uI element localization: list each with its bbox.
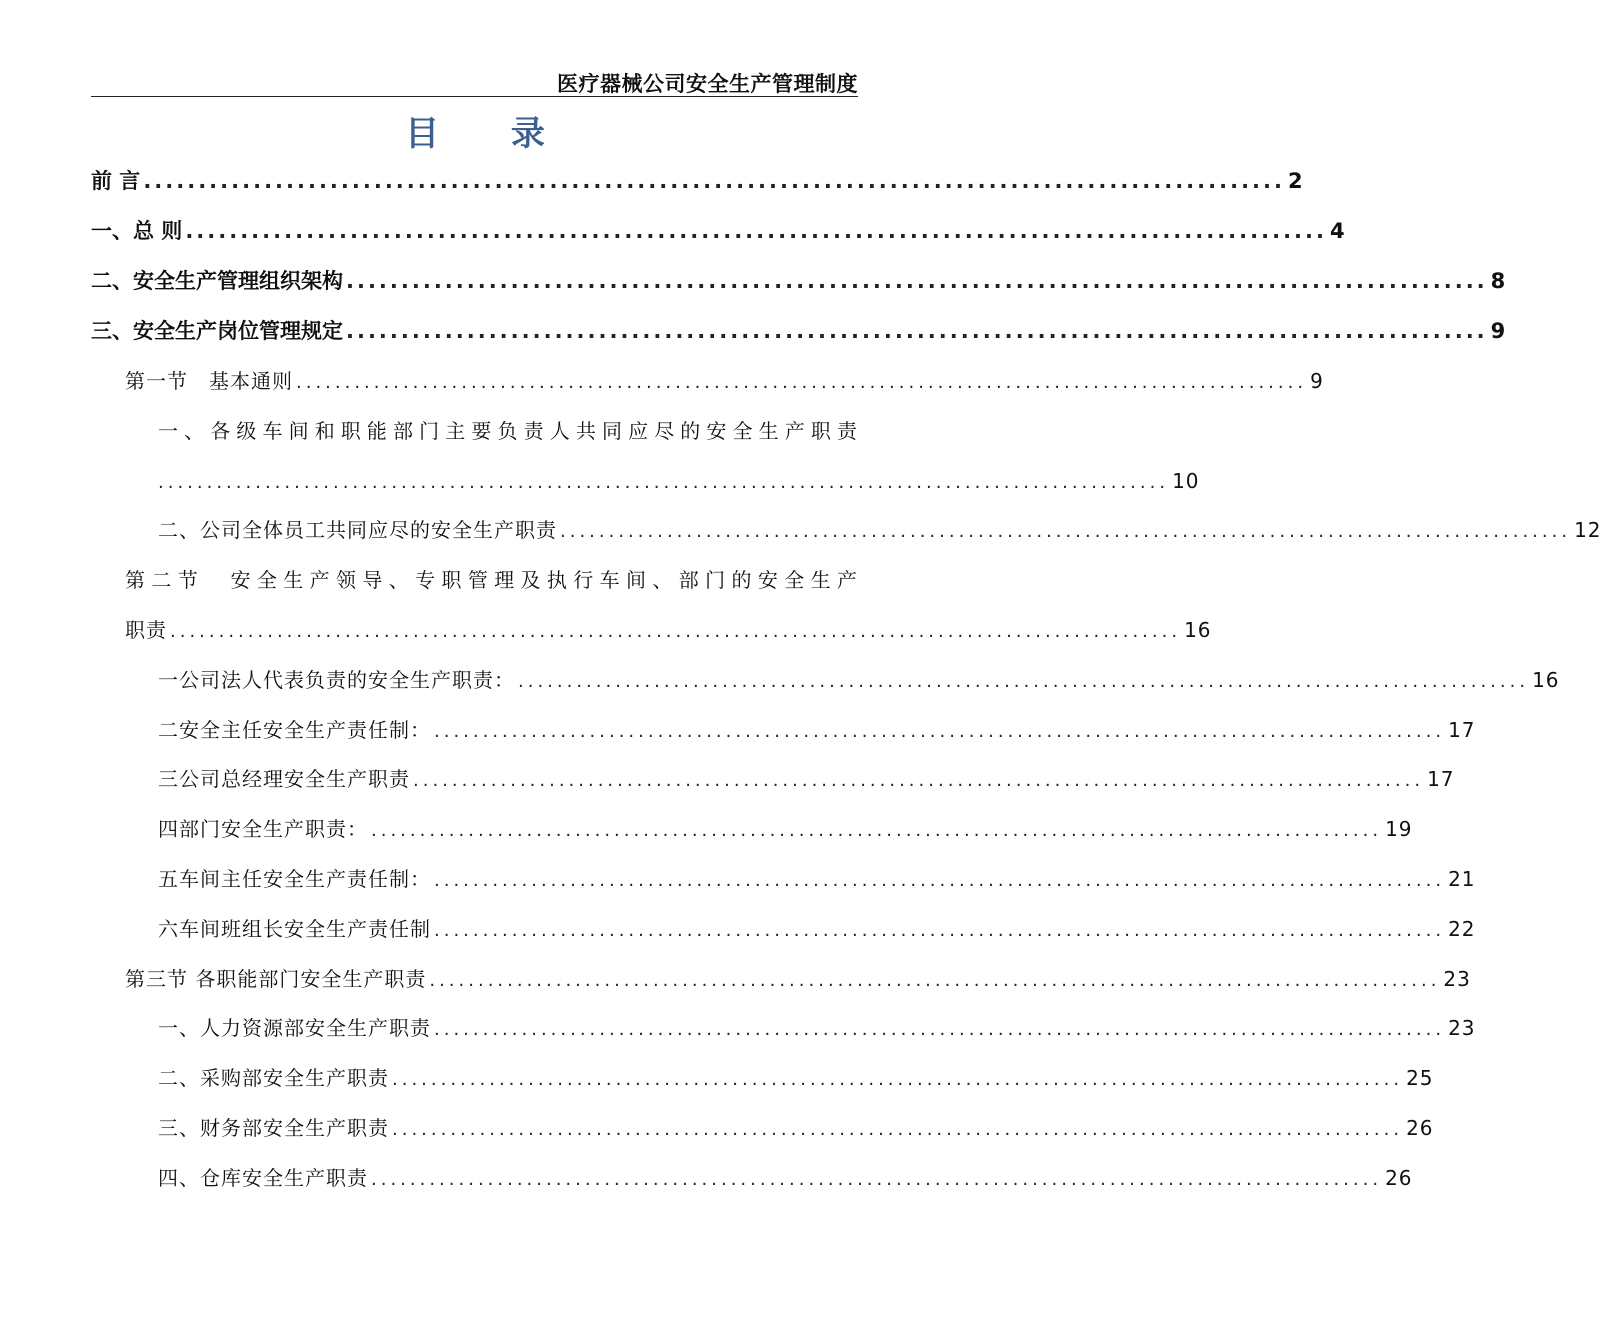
dot-leader: ........................................................................................................ xyxy=(434,1019,1446,1040)
toc-entry-duties-heads-leader[interactable] xyxy=(158,465,1200,497)
toc-entry-section-3[interactable] xyxy=(125,963,1471,995)
toc-entry-page: 4 xyxy=(1329,219,1345,243)
toc-entry-text: 二、采购部安全生产职责 xyxy=(158,1066,389,1090)
dot-leader: ........................................................................................................ xyxy=(170,621,1182,642)
dot-leader: ........................................................................................................ xyxy=(346,319,1488,343)
dot-leader: ........................................................................................................ xyxy=(429,970,1441,991)
toc-entry-text: 四、仓库安全生产职责 xyxy=(158,1166,368,1190)
toc-entry-preface[interactable] xyxy=(91,165,1303,197)
toc-entry-section-1[interactable] xyxy=(125,365,1324,397)
toc-entry-page: 17 xyxy=(1427,767,1455,791)
dot-leader: ........................................................................................................ xyxy=(434,721,1446,742)
toc-entry-text: 二安全主任安全生产责任制： xyxy=(158,718,431,742)
dot-leader: ........................................................................................................ xyxy=(413,770,1425,791)
toc-entry-general[interactable] xyxy=(91,215,1345,247)
toc-entry-page: 9 xyxy=(1490,319,1506,343)
toc-entry-hr[interactable] xyxy=(158,1012,1476,1044)
toc-entry-text: 三、财务部安全生产职责 xyxy=(158,1116,389,1140)
toc-entry-page: 17 xyxy=(1448,718,1476,742)
toc-entry-page: 10 xyxy=(1172,469,1200,493)
toc-entry-duties-staff[interactable] xyxy=(158,514,1602,546)
toc-entry-text: 二、安全生产管理组织架构 xyxy=(91,269,343,293)
toc-entry-page: 26 xyxy=(1385,1166,1413,1190)
toc-entry-page: 16 xyxy=(1532,668,1560,692)
toc-entry-page: 21 xyxy=(1448,867,1476,891)
dot-leader: ........................................................................................................ xyxy=(518,671,1530,692)
toc-entry-org-structure[interactable] xyxy=(91,265,1506,297)
toc-entry-section-2-cont[interactable] xyxy=(125,614,1212,646)
dot-leader: ........................................................................................................ xyxy=(434,870,1446,891)
toc-entry-post-rules[interactable] xyxy=(91,315,1506,347)
toc-entry-page: 23 xyxy=(1443,967,1471,991)
toc-entry-page: 22 xyxy=(1448,917,1476,941)
toc-entry-text: 前 言 xyxy=(91,169,141,193)
toc-entry-safety-director[interactable] xyxy=(158,714,1476,746)
toc-entry-department[interactable] xyxy=(158,813,1413,845)
dot-leader: ........................................................................................................ xyxy=(143,169,1285,193)
toc-entry-text: 六车间班组长安全生产责任制 xyxy=(158,917,431,941)
toc-entry-finance[interactable] xyxy=(158,1112,1434,1144)
toc-entry-text: 三、安全生产岗位管理规定 xyxy=(91,319,343,343)
dot-leader: ........................................................................................................ xyxy=(371,1169,1383,1190)
dot-leader: ........................................................................................................ xyxy=(296,372,1308,393)
dot-leader: ........................................................................................................ xyxy=(158,472,1170,493)
toc-entry-text: 一公司法人代表负责的安全生产职责： xyxy=(158,668,515,692)
toc-entry-purchasing[interactable] xyxy=(158,1062,1434,1094)
toc-entry-text: 四部门安全生产职责： xyxy=(158,817,368,841)
toc-entry-text: 第一节 基本通则 xyxy=(125,369,293,393)
toc-heading: 目 录 xyxy=(405,114,575,154)
toc-entry-text: 一、总 则 xyxy=(91,219,183,243)
toc-entry-legal-rep[interactable] xyxy=(158,664,1560,696)
toc-entry-page: 25 xyxy=(1406,1066,1434,1090)
toc-entry-team-leader[interactable] xyxy=(158,913,1476,945)
page-header xyxy=(91,62,858,97)
toc-entry-workshop-director[interactable] xyxy=(158,863,1476,895)
dot-leader: ........................................................................................................ xyxy=(560,521,1572,542)
toc-entry-page: 8 xyxy=(1490,269,1506,293)
toc-entry-page: 23 xyxy=(1448,1016,1476,1040)
toc-entry-warehouse[interactable] xyxy=(158,1162,1413,1194)
toc-entry-text: 五车间主任安全生产责任制： xyxy=(158,867,431,891)
toc-entry-general-manager[interactable] xyxy=(158,763,1455,795)
toc-entry-text: 职责 xyxy=(125,618,167,642)
toc-entry-section-2[interactable]: 第二节 安全生产领导、专职管理及执行车间、部门的安全生产 xyxy=(125,568,858,592)
toc-entry-text: 第三节 各职能部门安全生产职责 xyxy=(125,967,427,991)
toc-entry-text: 三公司总经理安全生产职责 xyxy=(158,767,410,791)
dot-leader: ........................................................................................................ xyxy=(392,1119,1404,1140)
toc-entry-page: 9 xyxy=(1310,369,1324,393)
toc-entry-text: 二、公司全体员工共同应尽的安全生产职责 xyxy=(158,518,557,542)
dot-leader: ........................................................................................................ xyxy=(371,820,1383,841)
dot-leader: ........................................................................................................ xyxy=(434,920,1446,941)
toc-entry-duties-heads[interactable]: 一、各级车间和职能部门主要负责人共同应尽的安全生产职责 xyxy=(158,419,858,443)
document-title: 医疗器械公司安全生产管理制度 xyxy=(557,72,858,96)
toc-entry-page: 16 xyxy=(1184,618,1212,642)
toc-entry-text: 一、人力资源部安全生产职责 xyxy=(158,1016,431,1040)
dot-leader: ........................................................................................................ xyxy=(185,219,1327,243)
dot-leader: ........................................................................................................ xyxy=(346,269,1488,293)
toc-entry-page: 26 xyxy=(1406,1116,1434,1140)
toc-entry-page: 19 xyxy=(1385,817,1413,841)
toc-entry-page: 12 xyxy=(1574,518,1602,542)
toc-entry-page: 2 xyxy=(1287,169,1303,193)
dot-leader: ........................................................................................................ xyxy=(392,1069,1404,1090)
